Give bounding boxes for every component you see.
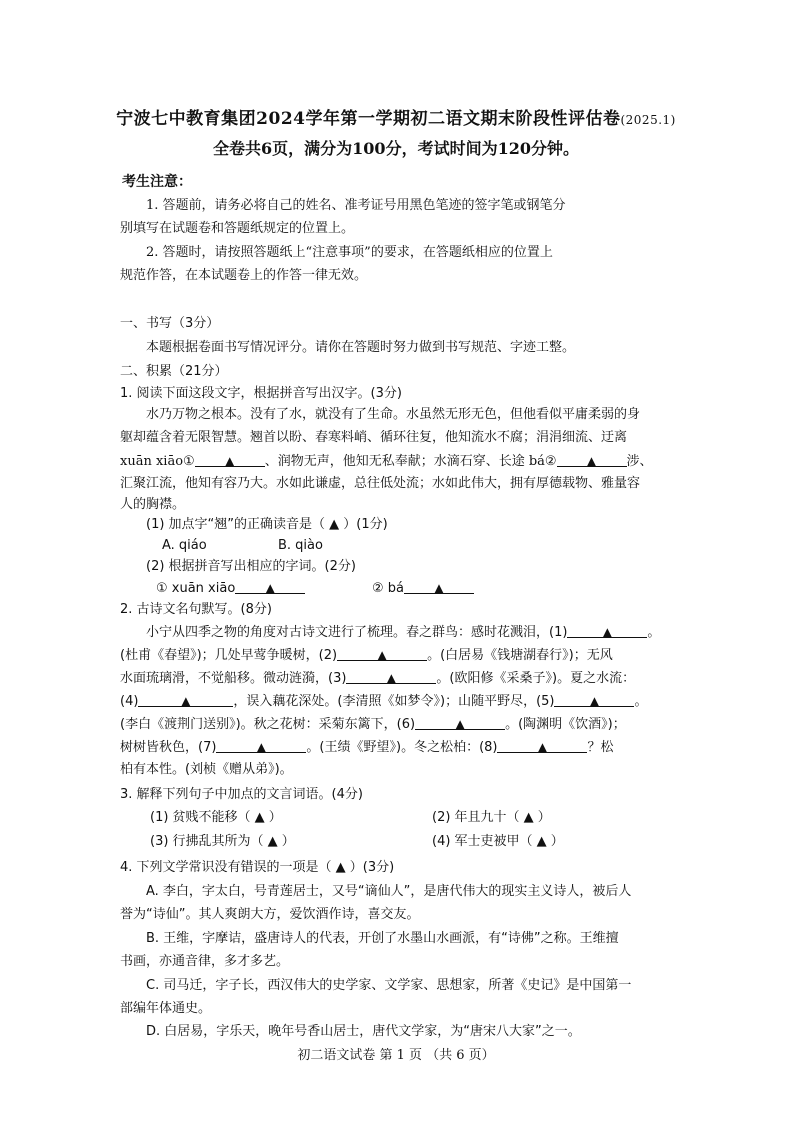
notice-item-1-line-1: 1. 答题前，请务必将自己的姓名、准考证号用黑色笔迹的签字笔或钢笔分 [146,198,566,213]
q2-line-4-text: (4) [120,694,139,709]
passage-line-2-text: 躯却蕴含着无限智慧。翘首以盼、春寒料峭、循环往复，他知流水不腐；涓涓细流、迂离 [120,430,628,445]
notice-heading: 考生注意： [122,174,192,190]
blank-marker: ▲ [586,454,597,468]
answer-blank-pinyin-2[interactable] [557,451,627,467]
answer-blank-q2-3[interactable] [346,668,436,684]
question-3-stem: 3. 解释下列句子中加点的文言词语。(4分) [120,787,363,802]
option-b[interactable]: B. qiào [278,538,323,553]
option-a[interactable]: A. qiáo [162,538,207,553]
q2-line-3-text: 水面琉璃滑，不觉船移。微动涟漪，(3) [120,671,347,686]
answer-blank-sub-2-1[interactable] [235,578,305,594]
pinyin-label-2: ② bá [372,581,405,596]
question-2-line-7: 柏有本性。(刘桢《赠从弟》)。 [120,762,293,777]
question-4-option-c-line-1[interactable]: C. 司马迁，字子长，西汉伟大的史学家、文学家、思想家，所著《史记》是中国第一 [146,978,632,993]
question-2-line-4: (4) ▲ ，误入藕花深处。(李清照《如梦令》)；山随平野尽，(5) ▲ 。 [120,691,648,712]
question-1-passage-line-1: 水乃万物之根本。没有了水，就没有了生命。水虽然无形无色，但他看似平庸柔弱的身 [146,407,641,422]
notice-item-1-line-2: 别填写在试题卷和答题纸规定的位置上。 [120,221,355,236]
q2-line-6-end: ？松 [587,740,614,755]
question-1-sub-2: (2) 根据拼音写出相应的字词。(2分) [146,559,356,574]
question-2-line-5 [120,714,626,735]
q2-line-2-text: (杜甫《春望》)；几处早莺争暖树，(2) [120,648,338,663]
pinyin-1: xuān xiāo① [120,454,195,469]
exam-date: (2025.1) [620,113,676,127]
blank-marker: ▲ [434,581,444,595]
question-4-option-a-line-1[interactable]: A. 李白，字太白，号青莲居士，又号“谪仙人”，是唐代伟大的现实主义诗人，被后人 [146,884,632,899]
question-2-stem: 2. 古诗文名句默写。(8分) [120,602,272,617]
blank-marker: ▲ [455,717,465,731]
question-4-option-c-line-2: 部编年体通史。 [120,1001,212,1016]
answer-blank-sub-2-2[interactable] [404,578,474,594]
blank-marker: ▲ [225,454,235,468]
question-1-passage-line-2 [120,428,627,448]
pinyin-label-1: ① xuān xiāo [156,581,236,596]
question-2-line-1: 小宁从四季之物的角度对古诗文进行了梳理。春之群鸟：感时花溅泪，(1) ▲ 。 [146,622,660,643]
blank-marker: ▲ [537,740,548,754]
q2-line-5-end: 。(陶渊明《饮酒》)； [505,717,626,732]
answer-blank-q2-2[interactable] [337,645,427,661]
question-1-passage-line-3 [120,451,653,472]
question-1-sub-2-item-2 [372,578,474,599]
q2-line-2-end: 。(白居易《钱塘湖春行》)；无风 [427,648,613,663]
exam-title-text: 宁波七中教育集团2024学年第一学期初二语文期末阶段性评估卷 [116,109,621,129]
answer-blank-q2-5[interactable] [554,691,634,707]
answer-blank-q2-8[interactable] [497,737,587,753]
question-4-option-d-line-1[interactable]: D. 白居易，字乐天，晚年号香山居士，唐代文学家，为“唐宋八大家”之一。 [146,1024,581,1039]
question-2-line-6 [120,737,614,758]
question-1-sub-1: (1) 加点字“翘”的正确读音是（ ▲ ）(1分) [146,517,388,532]
q2-line-6-mid: 。(王绩《野望》)。冬之松柏：(8) [306,740,498,755]
question-2-line-3 [120,668,635,689]
question-3-item-2: (2) 年且九十（ ▲ ） [432,810,551,825]
exam-title [0,104,792,129]
page-footer: 初二语文试卷 第 1 页 （共 6 页） [297,1048,495,1063]
exam-subtitle: 全卷共6页，满分为100分，考试时间为120分钟。 [213,139,579,158]
q2-line-6-text: 树树皆秋色，(7) [120,740,217,755]
blank-marker: ▲ [265,581,275,595]
blank-marker: ▲ [181,694,191,708]
blank-marker: ▲ [377,648,387,662]
question-1-passage-line-5: 人的胸襟。 [120,497,186,512]
blank-marker: ▲ [602,625,613,639]
question-3-item-3: (3) 行拂乱其所为（ ▲ ） [150,834,295,849]
answer-blank-q2-1[interactable] [567,622,647,638]
question-1-sub-2-item-1 [156,578,305,599]
question-3-item-4: (4) 军士吏被甲（ ▲ ） [432,834,564,849]
section-1-text: 本题根据卷面书写情况评分。请你在答题时努力做到书写规范、字迹工整。 [146,340,576,355]
blank-marker: ▲ [386,671,397,685]
answer-blank-q2-6[interactable] [415,714,505,730]
passage-line-3-end: 涉、 [626,454,653,469]
question-4-option-b-line-2: 书画，亦通音律，多才多艺。 [120,954,290,969]
question-2-line-2 [120,645,613,666]
question-4-option-a-line-2: 誉为“诗仙”。其人爽朗大方，爱饮酒作诗，喜交友。 [120,907,420,922]
answer-blank-q2-4[interactable] [138,691,233,707]
q2-line-4-mid: ，误入藕花深处。(李清照《如梦令》)；山随平野尽，(5) [233,694,555,709]
q2-line-3-end: 。(欧阳修《采桑子》)。夏之水流： [436,671,636,686]
answer-blank-pinyin-1[interactable] [195,451,265,467]
notice-item-2-line-1: 2. 答题时，请按照答题纸上“注意事项”的要求，在答题纸相应的位置上 [146,245,553,260]
section-2-heading: 二、积累（21分） [120,364,228,379]
question-4-stem: 4. 下列文学常识没有错误的一项是（ ▲ ）(3分) [120,860,395,875]
section-1-heading: 一、书写（3分） [120,316,220,331]
q2-line-1-text: 小宁从四季之物的角度对古诗文进行了梳理。春之群鸟：感时花溅泪，(1) [146,625,568,640]
q2-line-5-text: (李白《渡荆门送别》)。秋之花树：采菊东篱下，(6) [120,717,416,732]
notice-item-2-line-2: 规范作答，在本试题卷上的作答一律无效。 [120,268,368,283]
question-4-option-b-line-1[interactable]: B. 王维，字摩诘，盛唐诗人的代表，开创了水墨山水画派，有“诗佛”之称。王维擅 [146,931,619,946]
question-1-stem: 1. 阅读下面这段文字，根据拼音写出汉字。(3分) [120,386,402,401]
passage-line-3-text: 、润物无声，他知无私奉献；水滴石穿、长途 bá② [264,454,557,469]
question-3-item-1: (1) 贫贱不能移（ ▲ ） [150,810,282,825]
blank-marker: ▲ [589,694,600,708]
answer-blank-q2-7[interactable] [216,737,306,753]
blank-marker: ▲ [256,740,267,754]
question-1-passage-line-4: 汇聚江流，他知有容乃大。水如此谦虚，总往低处流；水如此伟大，拥有厚德载物、雅量容 [120,476,641,491]
